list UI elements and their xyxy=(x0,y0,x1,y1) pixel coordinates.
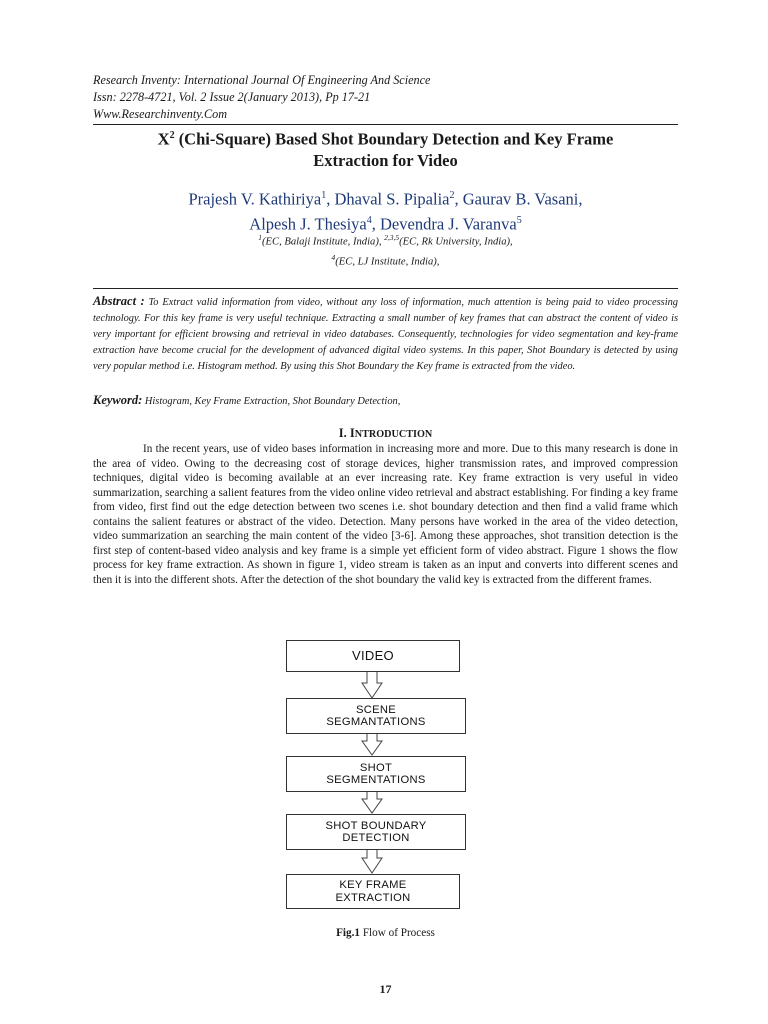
flow-box-shot-label-1: SHOT xyxy=(359,761,393,774)
arrow-icon xyxy=(362,791,382,813)
flow-box-video-label: VIDEO xyxy=(352,647,394,663)
flow-box-shot-segmentation xyxy=(286,756,466,792)
title-x-superscript: 2 xyxy=(169,130,175,141)
journal-website: Www.Researchinventy.Com xyxy=(93,107,228,121)
abstract-text: To Extract valid information from video, without any loss of information, much attention is being paid to video processing technology. For this key frame is very useful technique. Extracting a small number of key frames that can abstract the content of video is very important for efficient browsing and retrieval in video databases. Consequently, technologies for video segmentation and key-frame extraction have become crucial for the development of advanced digital video systems. In this paper, Shot Boundary is detected by using very popular method i.e. Histogram method. By using this Shot Boundary the Key frame is extracted from the video. xyxy=(93,297,679,372)
flow-box-shot-label-2: SEGMENTATIONS xyxy=(326,774,426,786)
page-number: 17 xyxy=(379,982,392,996)
section-heading-num: I. I xyxy=(338,426,355,440)
flow-box-scene-label-1: SCENE xyxy=(355,703,397,716)
author-2-sup: 2 xyxy=(449,190,455,201)
keyword-text: Histogram, Key Frame Extraction, Shot Boundary Detection, xyxy=(142,396,401,407)
figure-caption-text: Flow of Process xyxy=(360,927,435,939)
author-5-sup: 5 xyxy=(516,214,522,226)
affil-1: (EC, Balaji Institute, India), xyxy=(262,236,385,248)
abstract-label: Abstract : xyxy=(93,294,145,308)
author-3: , Gaurav B. Vasani, xyxy=(454,189,583,209)
author-5: , Devendra J. Varanva xyxy=(371,214,517,233)
affil-3-sup: 4 xyxy=(331,252,336,262)
flow-box-shot-boundary-detection xyxy=(286,814,466,850)
journal-issn: Issn: 2278-4721, Vol. 2 Issue 2(January 2013), Pp 17-21 xyxy=(93,90,371,104)
flow-box-scene-segmentation xyxy=(286,698,466,734)
affil-1-sup: 1 xyxy=(258,233,263,242)
author-1-sup: 1 xyxy=(321,190,327,201)
title-line1: (Chi-Square) Based Shot Boundary Detection and Key Frame xyxy=(174,129,614,149)
arrow-icon xyxy=(362,671,382,698)
arrow-icon xyxy=(362,733,382,755)
title-line2: Extraction for Video xyxy=(313,150,458,170)
journal-name: Research Inventy: International Journal Of Engineering And Science xyxy=(93,73,431,87)
affil-2-sup: 2,3,5 xyxy=(384,233,400,242)
flow-box-boundary-label-2: DETECTION xyxy=(342,832,410,844)
affil-2: (EC, Rk University, India), xyxy=(399,236,513,248)
intro-paragraph: In the recent years, use of video bases information in increasing more and more. Due to this many research is done in the area of video. Owing to the decreasing cost of storage devices, higher transmission rates, and improved compression techniques, digital video is becoming available at an ever increasing rate. Key frame extraction is very useful in video summarization, searching a salient features from the video online video retrieval and abstract establishing. For finding a key frame from video, first find out the edge detection between two scenes i.e. shot boundary detection and then find a valid frame which contains the salient features or abstract of the video. Detection. Many persons have worked in the area of the video detection, video summarization an searching the main content of the video [3-6]. Among these approaches, shot transition detection is the first step of content-based video analysis and key frame is a simple yet efficient form of video abstract. Figure 1 shows the flow process for key frame extraction. As shown in figure 1, video stream is taken as an input and converts into different scenes and then it is into the different shots. After the detection of the shot boundary the valid key is extracted from the different frames. xyxy=(93,443,678,586)
author-4: Alpesh J. Thesiya xyxy=(249,214,367,233)
figure-caption xyxy=(93,927,678,939)
affil-3: (EC, LJ Institute, India), xyxy=(335,256,440,268)
figure-caption-label: Fig.1 xyxy=(336,927,361,939)
flow-box-boundary-label-1: SHOT BOUNDARY xyxy=(325,819,427,832)
keyword-label: Keyword: xyxy=(93,393,143,407)
flow-box-keyframe-label-1: KEY FRAME xyxy=(339,879,407,891)
author-4-sup: 4 xyxy=(366,214,372,226)
section-heading-rest: NTRODUCTION xyxy=(354,429,433,440)
arrow-icon xyxy=(362,849,382,873)
author-1: Prajesh V. Kathiriya xyxy=(188,189,322,209)
author-2: , Dhaval S. Pipalia xyxy=(326,189,450,209)
title-x: X xyxy=(157,129,170,149)
flow-box-video xyxy=(286,640,460,672)
flow-box-keyframe-label-2: EXTRACTION xyxy=(335,891,411,904)
flow-box-scene-label-2: SEGMANTATIONS xyxy=(326,716,426,728)
flow-box-key-frame-extraction xyxy=(286,874,460,909)
